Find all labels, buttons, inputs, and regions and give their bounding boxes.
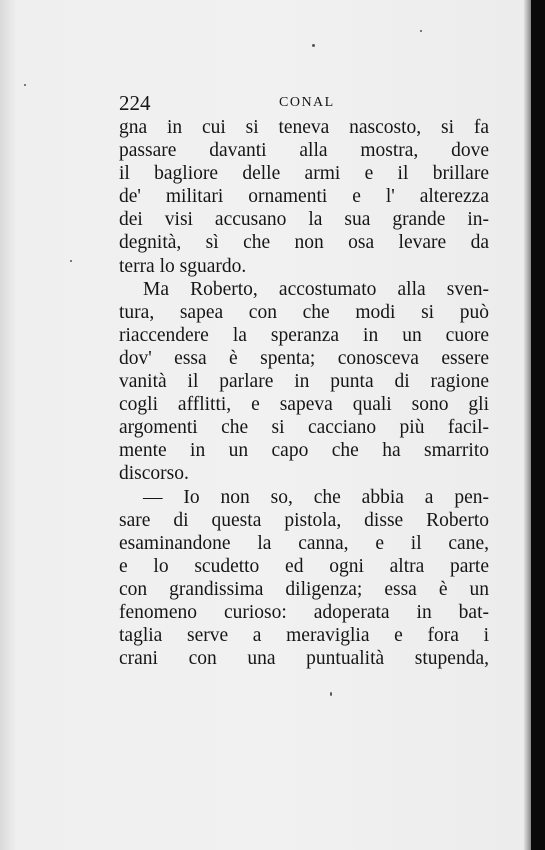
text-line: taglia serve a meraviglia e fora i [119, 625, 489, 647]
text-line: mente in un capo che ha smarrito [119, 440, 489, 462]
text-line: il bagliore delle armi e il brillare [119, 163, 489, 185]
text-line: Ma Roberto, accostumato alla sven- [143, 278, 489, 300]
text-line: argomenti che si cacciano più facil- [119, 417, 489, 439]
page-number: 224 [119, 91, 151, 115]
text-line: tura, sapea con che modi si può [119, 301, 489, 323]
page-header [119, 91, 489, 115]
text-line: terra lo sguardo. [119, 255, 247, 277]
paper-speck [24, 84, 26, 86]
text-line: riaccendere la speranza in un cuore [119, 324, 489, 346]
paper-speck [420, 30, 422, 32]
text-line: con grandissima diligenza; essa è un [119, 578, 489, 600]
text-line: fenomeno curioso: adoperata in bat- [119, 601, 489, 623]
text-line: — Io non so, che abbia a pen- [143, 486, 489, 508]
text-line: discorso. [119, 463, 189, 485]
paper-speck [312, 44, 315, 47]
text-line: dov' essa è spenta; conosceva essere [119, 347, 489, 369]
text-line: cogli afflitti, e sapeva quali sono gli [119, 394, 489, 416]
text-line: e lo scudetto ed ogni altra parte [119, 555, 489, 577]
text-line: degnità, sì che non osa levare da [119, 232, 489, 254]
text-line: de' militari ornamenti e l' alterezza [119, 186, 489, 208]
text-line: vanità il parlare in punta di ragione [119, 371, 489, 393]
text-line: passare davanti alla mostra, dove [119, 140, 489, 162]
text-line: esaminandone la canna, e il cane, [119, 532, 489, 554]
book-spine-shadow [531, 0, 545, 850]
paper-speck [70, 260, 72, 262]
running-title: CONAL [279, 95, 335, 110]
body-text [119, 116, 489, 670]
paper-speck [330, 692, 332, 696]
text-line: dei visi accusano la sua grande in- [119, 209, 489, 231]
text-line: crani con una puntualità stupenda, [119, 648, 489, 670]
text-line: sare di questa pistola, disse Roberto [119, 509, 489, 531]
text-line: gna in cui si teneva nascosto, si fa [119, 117, 489, 138]
